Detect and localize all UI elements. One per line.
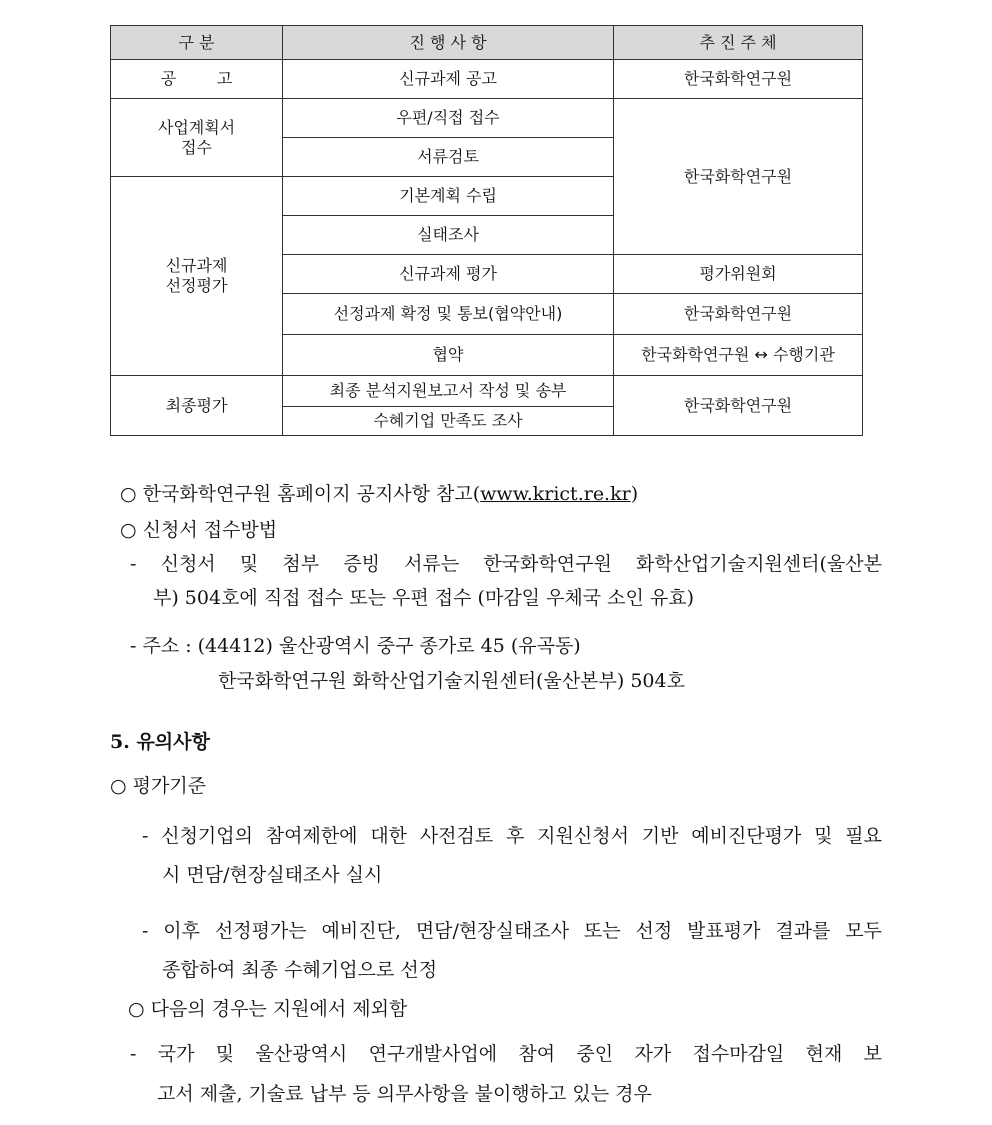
address-line1: - 주소 : (44412) 울산광역시 중구 종가로 45 (유곡동) — [130, 635, 581, 657]
step-basic-plan: 기본계획 수립 — [283, 177, 614, 216]
step-plan-review: 서류검토 — [283, 138, 614, 177]
header-agent: 추 진 주 체 — [614, 26, 863, 60]
agent-merged: 한국화학연구원 — [614, 99, 863, 255]
category-select-line1: 신규과제 — [165, 256, 228, 275]
criteria-item1-line1-text: - 신청기업의 참여제한에 대한 사전검토 후 지원신청서 기반 예비진단평가 및 필요 — [142, 825, 882, 847]
criteria-item2-line2: 종합하여 최종 수혜기업으로 선정 — [162, 959, 438, 981]
category-select — [111, 177, 283, 376]
exclude-item1-line1-text: - 국가 및 울산광역시 연구개발사업에 참여 중인 자가 접수마감일 현재 보 — [130, 1043, 882, 1065]
criteria-item1-line2: 시 면담/현장실태조사 실시 — [162, 864, 383, 886]
category-plan-line2: 접수 — [181, 137, 212, 157]
exclude-item1-line2: 고서 제출, 기술료 납부 등 의무사항을 불이행하고 있는 경우 — [157, 1083, 652, 1105]
exclude-item1-line1 — [130, 1043, 882, 1066]
method-line1 — [130, 553, 882, 576]
criteria-item1-line1 — [142, 825, 882, 848]
agent-evaluation: 평가위원회 — [614, 255, 863, 294]
method-title: ○ 신청서 접수방법 — [120, 519, 278, 541]
category-plan-line1: 사업계획서 — [157, 117, 236, 137]
agent-contract: 한국화학연구원 ↔ 수행기관 — [614, 335, 863, 376]
category-announce: 공 고 — [111, 60, 283, 99]
criteria-title: ○ 평가기준 — [110, 775, 207, 797]
homepage-note-suffix: ) — [630, 483, 639, 505]
step-confirm: 선정과제 확정 및 통보(협약안내) — [283, 294, 614, 335]
step-survey: 실태조사 — [283, 216, 614, 255]
agent-announce: 한국화학연구원 — [614, 60, 863, 99]
homepage-url-link[interactable]: www.krict.re.kr — [480, 483, 631, 505]
header-step: 진 행 사 항 — [283, 26, 614, 60]
category-final: 최종평가 — [111, 376, 283, 436]
exclude-title: ○ 다음의 경우는 지원에서 제외함 — [128, 998, 408, 1020]
step-final-report: 최종 분석지원보고서 작성 및 송부 — [283, 376, 614, 407]
agent-final: 한국화학연구원 — [614, 376, 863, 436]
step-evaluation: 신규과제 평가 — [283, 255, 614, 294]
table-header-row — [111, 26, 863, 60]
category-select-line2: 선정평가 — [165, 276, 228, 295]
step-announce: 신규과제 공고 — [283, 60, 614, 99]
criteria-item2-line1-text: - 이후 선정평가는 예비진단, 면담/현장실태조사 또는 선정 발표평가 결과를 모두 — [142, 920, 882, 942]
homepage-note-prefix: ○ 한국화학연구원 홈페이지 공지사항 참고( — [120, 483, 481, 505]
criteria-item2-line1 — [142, 920, 882, 943]
table-row — [111, 99, 863, 138]
method-line2: 부) 504호에 직접 접수 또는 우편 접수 (마감일 우체국 소인 유효) — [153, 587, 695, 609]
address-line2: 한국화학연구원 화학산업기술지원센터(울산본부) 504호 — [218, 670, 685, 692]
step-contract: 협약 — [283, 335, 614, 376]
table-row — [111, 376, 863, 407]
section5-title: 5. 유의사항 — [110, 731, 210, 753]
process-table — [110, 25, 863, 436]
step-satisfaction: 수혜기업 만족도 조사 — [283, 407, 614, 436]
homepage-note — [120, 483, 638, 506]
method-line1-text: - 신청서 및 첨부 증빙 서류는 한국화학연구원 화학산업기술지원센터(울산본 — [130, 553, 882, 575]
header-category: 구 분 — [111, 26, 283, 60]
agent-confirm: 한국화학연구원 — [614, 294, 863, 335]
table-row — [111, 60, 863, 99]
step-plan-receive: 우편/직접 접수 — [283, 99, 614, 138]
category-plan — [111, 99, 283, 177]
